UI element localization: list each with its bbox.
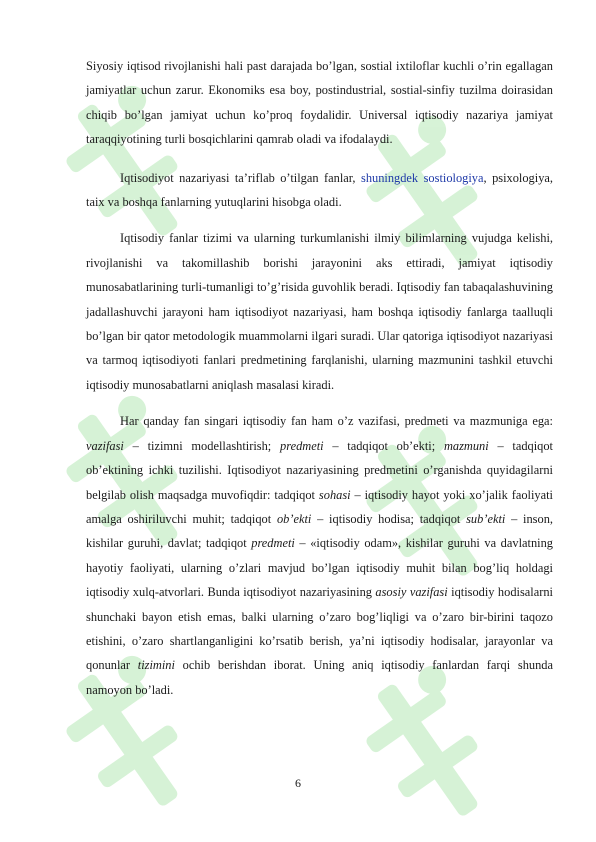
p4-text: – tadqiqot ob’ektining ichki tuzilishi. Iqtisodiyot nazariyasining predmetini o’rganishda quyidagilarni belgilab olish maqsadga muvofiqdir: tadqiqot	[86, 438, 553, 502]
p4-term: sohasi	[318, 487, 351, 502]
p4-text: – iqtisodiy hodisa; tadqiqot	[311, 511, 461, 526]
p4-term: tizimini	[137, 658, 175, 673]
p4-text: – tizimni modellashtirish;	[123, 438, 272, 453]
paragraph-1: Siyosiy iqtisod rivojlanishi hali past darajada bo’lgan, sostial ixtiloflar kuchli o’rin egallagan jamiyatlar uchun zarur. Ekonomiks esa boy, postindustrial, sostial-sinfiy tuzilma doirasidan chiqib bo’lgan jamiyat uchun ko’proq foydalidir. Universal iqtisodiy nazariya jamiyat taraqqiyotining turli bosqichlarini qamrab oladi va ifodalaydi.	[86, 59, 553, 147]
paragraph-3: Iqtisodiy fanlar tizimi va ularning turkumlanishi ilmiy bilimlarning vujudga kelishi, rivojlanishi va takomillashib borishi jarayonini aks ettiradi, jamiyat iqtisodiy munosabatlarining turli-tumanligi to’g’risida guvohlik beradi. Iqtisodiy fan tabaqalashuvining jadallashuvchi jarayoni ham iqtisodiyot nazariyasi, ham boshqa iqtisodiy fanlarga taalluqli bo’lgan bir qator metodologik muammolarni ilgari suradi. Ular qatoriga iqtisodiyot nazariyasi va tarmoq iqtisodiyoti fanlari predmetining farqlanishi, ularning mazmunini tashkil etuvchi iqtisodiy munosabatlarni aniqlash masalasi kiradi.	[86, 231, 553, 392]
p4-term: asosiy vazifasi	[375, 585, 448, 600]
paragraph-2-text-a: Iqtisodiyot nazariyasi ta’riflab o’tilgan fanlar,	[120, 170, 356, 185]
p4-term: sub’ekti	[466, 511, 506, 526]
p4-term: mazmuni	[443, 438, 489, 453]
p4-text: ochib berishdan iborat. Uning aniq iqtisodiy fanlardan farqi shunda namoyon bo’ladi.	[86, 658, 553, 697]
paragraph-4	[86, 409, 553, 702]
p4-text: Har qanday fan singari iqtisodiy fan ham o’z vazifasi, predmeti va mazmuniga ega:	[120, 414, 553, 429]
p4-term: predmeti	[251, 536, 295, 551]
document-body	[86, 54, 553, 714]
page-number: 6	[295, 776, 301, 790]
paragraph-2	[86, 166, 553, 215]
p4-text: iqtisodiy hodisalarni shunchaki bayon etish emas, balki ularning o’zaro bog’liqligi va o’zaro bir-birini taqozo etishini, o’zaro shartlanganligini ko’rsatib berish, ya’ni iqtisodiy hodisalar, jarayonlar va qonunlar	[86, 585, 553, 673]
p4-text: – tadqiqot ob’ekti;	[323, 438, 436, 453]
p4-text: – inson, kishilar guruhi, davlat; tadqiqot	[86, 511, 553, 551]
p4-term: vazifasi	[86, 438, 124, 453]
p4-text: – «iqtisodiy odam», kishilar guruhi va davlatning hayotiy faoliyati, ularning o’zlari mavjud bo’lgan iqtisodiy muhit bilan bog’liq holdagi iqtisodiy xulq-atvorlari. Bunda iqtisodiyot nazariyasining	[86, 536, 553, 600]
p4-term: ob’ekti	[276, 511, 312, 526]
highlighted-link-text[interactable]: shuningdek sostiologiya	[361, 170, 484, 185]
p4-term: predmeti	[280, 438, 324, 453]
p4-text: – iqtisodiy hayot yoki xo’jalik faoliyati amalga oshiriluvchi muhit; tadqiqot	[86, 487, 554, 526]
paragraph-2-text-c: , psixologiya, taix va boshqa fanlarning yutuqlarini hisobga oladi.	[86, 170, 553, 210]
